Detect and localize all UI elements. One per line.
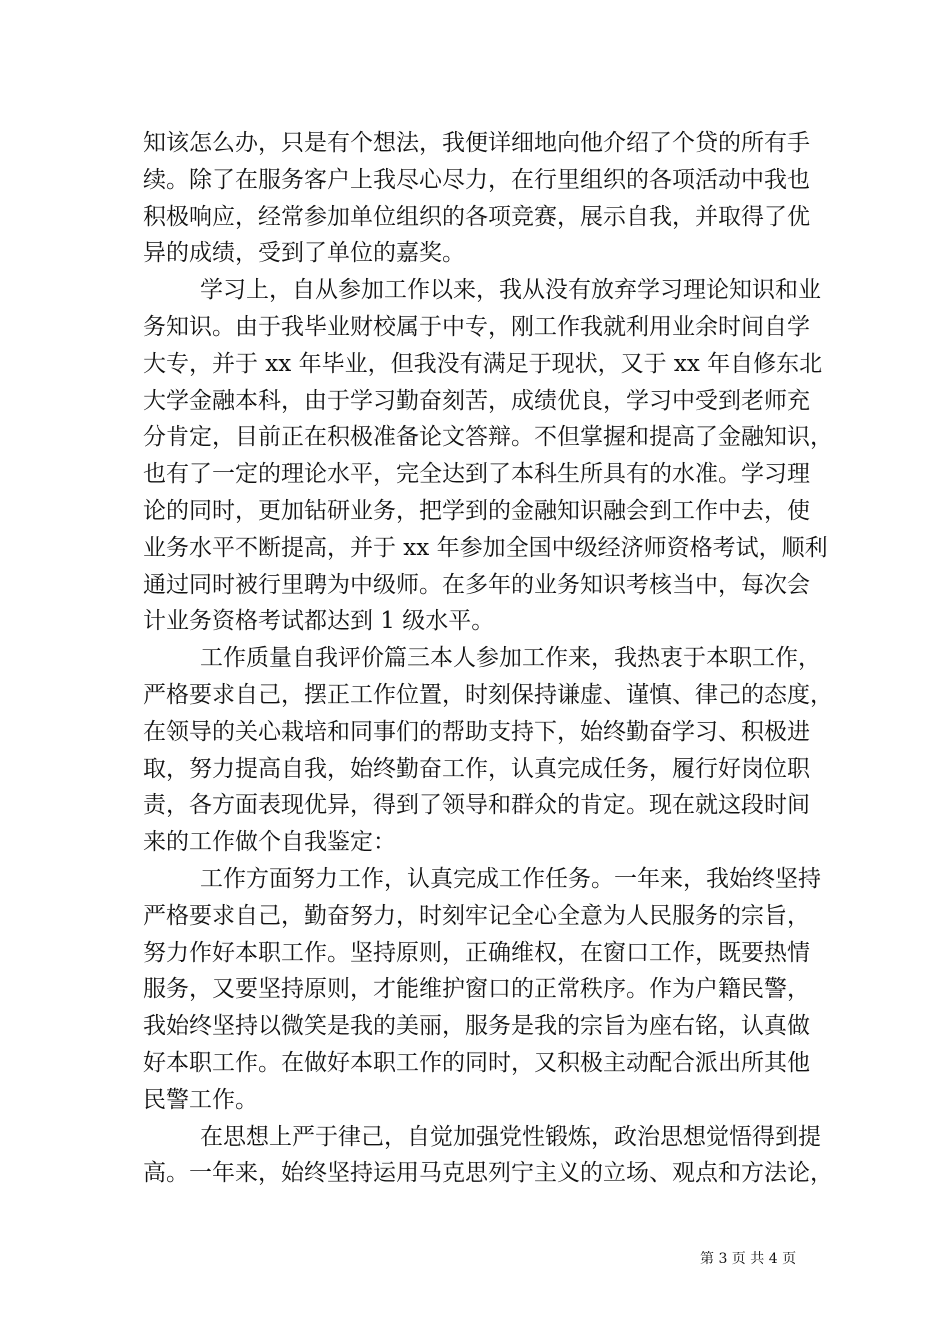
text-line: 来的工作做个自我鉴定： (143, 829, 396, 856)
text-line: 业务水平不断提高，并于 xx 年参加全国中级经济师资格考试，顺利 (143, 534, 828, 561)
text-line: 务知识。由于我毕业财校属于中专，刚工作我就利用业余时间自学 (143, 313, 810, 340)
text-line: 知该怎么办，只是有个想法，我便详细地向他介绍了个贷的所有手 (143, 130, 810, 156)
text-line: 民警工作。 (143, 1086, 258, 1113)
text-line: 工作方面努力工作，认真完成工作任务。一年来，我始终坚持 (200, 865, 821, 892)
text-line: 努力作好本职工作。坚持原则，正确维权，在窗口工作，既要热情 (143, 939, 810, 966)
text-line: 在领导的关心栽培和同事们的帮助支持下，始终勤奋学习、积极进 (143, 718, 810, 745)
text-line: 论的同时，更加钻研业务，把学到的金融知识融会到工作中去，使 (143, 497, 810, 524)
text-line: 高。一年来，始终坚持运用马克思列宁主义的立场、观点和方法论， (143, 1160, 833, 1187)
page-number: 第 3 页 共 4 页 (700, 1251, 797, 1267)
text-line: 工作质量自我评价篇三本人参加工作来，我热衷于本职工作， (200, 645, 821, 672)
text-line: 取，努力提高自我，始终勤奋工作，认真完成任务，履行好岗位职 (143, 755, 810, 782)
text-line: 续。除了在服务客户上我尽心尽力，在行里组织的各项活动中我也 (143, 166, 810, 193)
text-line: 计业务资格考试都达到 1 级水平。 (143, 608, 495, 635)
text-line: 严格要求自己，勤奋努力，时刻牢记全心全意为人民服务的宗旨， (143, 902, 810, 929)
text-line: 我始终坚持以微笑是我的美丽，服务是我的宗旨为座右铭，认真做 (143, 1013, 810, 1040)
text-line: 积极响应，经常参加单位组织的各项竞赛，展示自我，并取得了优 (143, 203, 810, 230)
text-line: 学习上，自从参加工作以来，我从没有放弃学习理论知识和业 (200, 277, 821, 304)
text-line: 责，各方面表现优异，得到了领导和群众的肯定。现在就这段时间 (143, 792, 810, 819)
text-line: 大专，并于 xx 年毕业，但我没有满足于现状，又于 xx 年自修东北 (143, 350, 823, 377)
document-body (143, 125, 833, 1192)
text-line: 好本职工作。在做好本职工作的同时，又积极主动配合派出所其他 (143, 1049, 810, 1076)
text-line: 大学金融本科，由于学习勤奋刻苦，成绩优良，学习中受到老师充 (143, 387, 810, 414)
text-line: 服务，又要坚持原则，才能维护窗口的正常秩序。作为户籍民警， (143, 976, 810, 1003)
text-line: 也有了一定的理论水平，完全达到了本科生所具有的水准。学习理 (143, 461, 810, 488)
text-line: 异的成绩，受到了单位的嘉奖。 (143, 240, 465, 267)
text-line: 严格要求自己，摆正工作位置，时刻保持谦虚、谨慎、律己的态度， (143, 681, 833, 708)
text-line: 在思想上严于律己，自觉加强党性锻炼，政治思想觉悟得到提 (200, 1123, 821, 1150)
text-line: 通过同时被行里聘为中级师。在多年的业务知识考核当中，每次会 (143, 571, 810, 598)
text-line: 分肯定，目前正在积极准备论文答辩。不但掌握和提高了金融知识， (143, 424, 833, 451)
